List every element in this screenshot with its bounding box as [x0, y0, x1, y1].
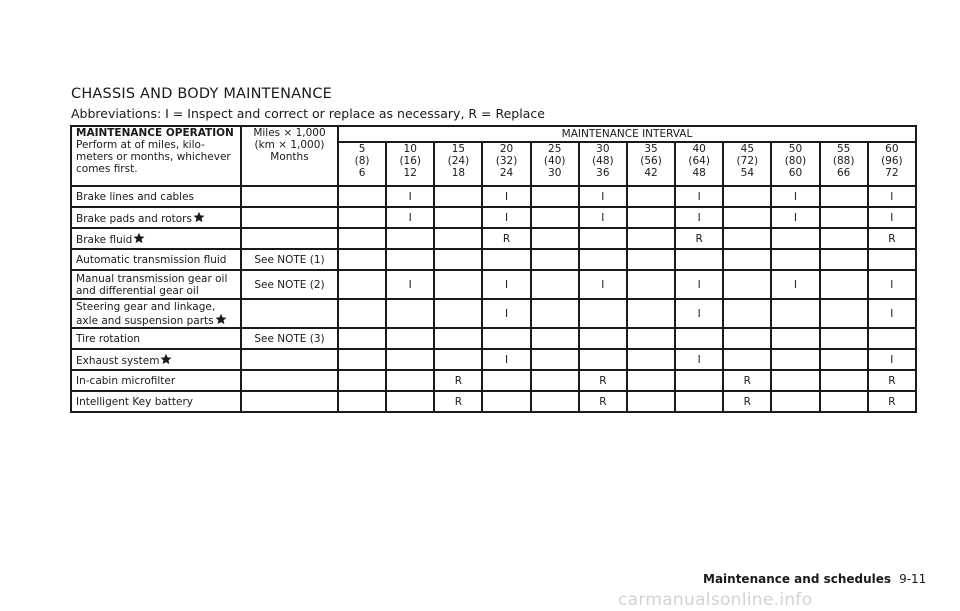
interval-cell [434, 228, 482, 249]
table-row [71, 328, 916, 349]
interval-cell [531, 349, 579, 370]
interval-cell [386, 370, 434, 391]
interval-cell [531, 270, 579, 299]
interval-column-header [675, 142, 723, 186]
interval-cell: I [771, 270, 819, 299]
table-row [71, 370, 916, 391]
interval-cell [627, 249, 675, 270]
operation-name: Automatic transmission fluid [76, 253, 227, 266]
interval-cell [723, 349, 771, 370]
interval-cell [579, 328, 627, 349]
star-icon [160, 353, 172, 365]
interval-miles: 20 [499, 143, 514, 155]
interval-km: (24) [447, 155, 470, 167]
page-title: CHASSIS AND BODY MAINTENANCE [71, 86, 332, 102]
interval-cell [531, 370, 579, 391]
interval-cell [338, 328, 386, 349]
operation-name-cell [71, 207, 241, 228]
interval-months: 36 [596, 167, 610, 179]
interval-cell [579, 349, 627, 370]
note-cell: See NOTE (2) [241, 270, 338, 299]
interval-cell [531, 328, 579, 349]
interval-cell [675, 391, 723, 412]
interval-cell [820, 207, 868, 228]
table-row [71, 249, 916, 270]
interval-cell [338, 299, 386, 328]
interval-miles: 25 [548, 143, 562, 155]
interval-months: 54 [740, 167, 755, 179]
interval-column-header [868, 142, 916, 186]
interval-cell [531, 207, 579, 228]
interval-months: 72 [885, 167, 899, 179]
table-row [71, 270, 916, 299]
interval-km: (48) [592, 155, 614, 167]
note-cell: See NOTE (1) [241, 249, 338, 270]
interval-cell [482, 328, 530, 349]
interval-months: 60 [788, 167, 803, 179]
interval-km: (64) [688, 155, 710, 167]
interval-cell [386, 391, 434, 412]
interval-months: 6 [358, 167, 366, 179]
interval-months: 12 [403, 167, 417, 179]
operation-name-cell [71, 391, 241, 412]
interval-cell [434, 299, 482, 328]
interval-cell [771, 328, 819, 349]
interval-cell [338, 370, 386, 391]
footer-section-title: Maintenance and schedules [703, 572, 892, 586]
interval-km: (40) [543, 155, 566, 167]
interval-cell [627, 370, 675, 391]
interval-km: (80) [784, 155, 807, 167]
interval-cell [723, 270, 771, 299]
interval-header: MAINTENANCE INTERVAL [338, 126, 916, 142]
interval-column-header [723, 142, 771, 186]
operation-header-text: Perform at of miles, kilo-meters or months, whichever comes first. [76, 139, 231, 175]
interval-cell [627, 328, 675, 349]
interval-cell: I [386, 270, 434, 299]
note-cell [241, 207, 338, 228]
interval-miles: 40 [692, 143, 706, 155]
interval-cell [338, 186, 386, 207]
interval-miles: 50 [788, 143, 803, 155]
interval-cell: I [675, 299, 723, 328]
operation-name: Brake pads and rotors [76, 212, 192, 225]
interval-miles: 15 [451, 143, 466, 155]
interval-column-header [482, 142, 530, 186]
interval-cell [338, 207, 386, 228]
interval-months: 48 [692, 167, 706, 179]
interval-cell [627, 186, 675, 207]
interval-cell: R [579, 370, 627, 391]
operation-name: Tire rotation [76, 332, 141, 345]
interval-km: (56) [640, 155, 662, 167]
interval-cell [627, 299, 675, 328]
interval-column-header [771, 142, 819, 186]
interval-column-header [579, 142, 627, 186]
interval-cell [771, 249, 819, 270]
miles-header [241, 126, 338, 186]
interval-cell [723, 207, 771, 228]
abbreviations-legend: Abbreviations: I = Inspect and correct or replace as necessary, R = Replace [71, 106, 545, 121]
interval-cell [771, 370, 819, 391]
interval-cell [386, 228, 434, 249]
interval-column-header [338, 142, 386, 186]
interval-cell [434, 186, 482, 207]
interval-cell: I [386, 186, 434, 207]
table-row [71, 228, 916, 249]
interval-cell: I [482, 349, 530, 370]
note-cell [241, 228, 338, 249]
interval-cell: I [868, 207, 916, 228]
table-row [71, 349, 916, 370]
interval-cell [338, 228, 386, 249]
interval-cell [434, 249, 482, 270]
interval-months: 18 [451, 167, 466, 179]
operation-header-title: MAINTENANCE OPERATION [76, 127, 234, 139]
interval-cell: R [579, 391, 627, 412]
interval-cell [675, 249, 723, 270]
interval-cell [386, 249, 434, 270]
schedule-body [71, 186, 916, 412]
interval-cell [482, 391, 530, 412]
interval-column-header [386, 142, 434, 186]
interval-cell: R [482, 228, 530, 249]
interval-cell [868, 249, 916, 270]
operation-name: In-cabin microfilter [76, 374, 176, 387]
interval-miles: 45 [740, 143, 755, 155]
interval-cell: I [675, 207, 723, 228]
interval-cell: R [868, 370, 916, 391]
interval-cell: I [482, 207, 530, 228]
interval-cell: I [771, 186, 819, 207]
interval-cell [820, 328, 868, 349]
page-footer [703, 572, 926, 586]
page-number: 9-11 [899, 572, 927, 586]
operation-name: Exhaust system [76, 354, 160, 367]
interval-cell [723, 186, 771, 207]
interval-cell [531, 186, 579, 207]
interval-cell [338, 249, 386, 270]
interval-km: (8) [354, 155, 370, 167]
interval-cell [675, 370, 723, 391]
interval-column-header [820, 142, 868, 186]
interval-cell: I [482, 186, 530, 207]
table-row [71, 391, 916, 412]
operation-name-cell [71, 186, 241, 207]
interval-cell [868, 328, 916, 349]
note-cell [241, 186, 338, 207]
interval-cell [434, 328, 482, 349]
interval-cell: I [771, 207, 819, 228]
interval-cell: I [868, 349, 916, 370]
operation-name-cell [71, 270, 241, 299]
operation-name-cell [71, 249, 241, 270]
interval-months: 24 [499, 167, 514, 179]
interval-cell [531, 249, 579, 270]
interval-cell [723, 299, 771, 328]
interval-cell [771, 349, 819, 370]
interval-km: (16) [399, 155, 422, 167]
interval-cell: I [386, 207, 434, 228]
interval-cell [531, 228, 579, 249]
interval-column-header [434, 142, 482, 186]
note-cell: See NOTE (3) [241, 328, 338, 349]
interval-cell: R [675, 228, 723, 249]
operation-name-cell [71, 299, 241, 328]
interval-cell [820, 186, 868, 207]
note-cell [241, 391, 338, 412]
interval-cell [627, 349, 675, 370]
interval-cell: R [723, 370, 771, 391]
interval-cell [579, 228, 627, 249]
interval-cell [723, 249, 771, 270]
interval-miles: 55 [836, 143, 851, 155]
interval-cell: I [675, 349, 723, 370]
interval-cell: I [868, 270, 916, 299]
operation-name: Intelligent Key battery [76, 395, 194, 408]
interval-miles: 10 [403, 143, 417, 155]
interval-cell [579, 299, 627, 328]
interval-cell [820, 391, 868, 412]
months-header-line: Months [270, 151, 309, 163]
interval-cell [338, 349, 386, 370]
interval-miles: 30 [596, 143, 610, 155]
operation-name: Manual transmission gear oil and differential gear oil [76, 272, 228, 297]
interval-cell [386, 299, 434, 328]
interval-cell: I [579, 186, 627, 207]
table-row [71, 299, 916, 328]
star-icon [215, 313, 227, 325]
watermark: carmanualsonline.info [618, 590, 813, 610]
interval-cell [723, 228, 771, 249]
km-header-line: (km × 1,000) [254, 139, 325, 151]
interval-cell: I [675, 186, 723, 207]
interval-cell [627, 270, 675, 299]
interval-column-header [531, 142, 579, 186]
interval-cell [434, 270, 482, 299]
interval-cell [820, 249, 868, 270]
interval-cell [482, 249, 530, 270]
maintenance-schedule-table [70, 125, 917, 413]
interval-cell [771, 299, 819, 328]
operation-header [71, 126, 241, 186]
interval-km: (32) [495, 155, 518, 167]
interval-months: 66 [836, 167, 851, 179]
operation-name-cell [71, 328, 241, 349]
table-row [71, 207, 916, 228]
interval-cell [771, 228, 819, 249]
table-row [71, 186, 916, 207]
interval-cell [531, 299, 579, 328]
interval-cell [482, 370, 530, 391]
interval-cell [820, 349, 868, 370]
star-icon [193, 211, 205, 223]
interval-cell [820, 299, 868, 328]
interval-cell [338, 270, 386, 299]
interval-cell [820, 370, 868, 391]
interval-cell [820, 270, 868, 299]
interval-cell [627, 391, 675, 412]
interval-km: (72) [736, 155, 759, 167]
interval-cell [627, 228, 675, 249]
interval-cell [771, 391, 819, 412]
interval-cell: R [434, 370, 482, 391]
interval-cell: I [579, 207, 627, 228]
note-cell [241, 349, 338, 370]
interval-cell: I [482, 270, 530, 299]
interval-miles: 5 [358, 143, 366, 155]
interval-months: 30 [548, 167, 562, 179]
interval-cell: I [675, 270, 723, 299]
interval-cell: R [434, 391, 482, 412]
interval-cell: R [868, 391, 916, 412]
interval-cell [531, 391, 579, 412]
interval-months: 42 [644, 167, 658, 179]
interval-km: (96) [881, 155, 903, 167]
interval-cell: I [868, 299, 916, 328]
interval-column-header [627, 142, 675, 186]
interval-miles: 35 [644, 143, 658, 155]
interval-cell: I [868, 186, 916, 207]
operation-name-cell [71, 349, 241, 370]
operation-name-cell [71, 228, 241, 249]
interval-cell [386, 328, 434, 349]
miles-header-line: Miles × 1,000 [253, 127, 326, 139]
operation-name: Brake fluid [76, 233, 133, 246]
note-cell [241, 370, 338, 391]
interval-miles: 60 [885, 143, 899, 155]
interval-cell [627, 207, 675, 228]
interval-cell: R [723, 391, 771, 412]
interval-cell [434, 349, 482, 370]
interval-cell [675, 328, 723, 349]
interval-cell [434, 207, 482, 228]
interval-km: (88) [832, 155, 855, 167]
interval-cell [386, 349, 434, 370]
star-icon [133, 232, 145, 244]
operation-name: Steering gear and linkage, axle and suspension parts [76, 300, 216, 327]
note-cell [241, 299, 338, 328]
interval-cell: I [482, 299, 530, 328]
interval-cell [338, 391, 386, 412]
operation-name: Brake lines and cables [76, 190, 195, 203]
operation-name-cell [71, 370, 241, 391]
interval-cell: R [868, 228, 916, 249]
interval-cell [820, 228, 868, 249]
interval-cell [723, 328, 771, 349]
interval-cell: I [579, 270, 627, 299]
interval-cell [579, 249, 627, 270]
